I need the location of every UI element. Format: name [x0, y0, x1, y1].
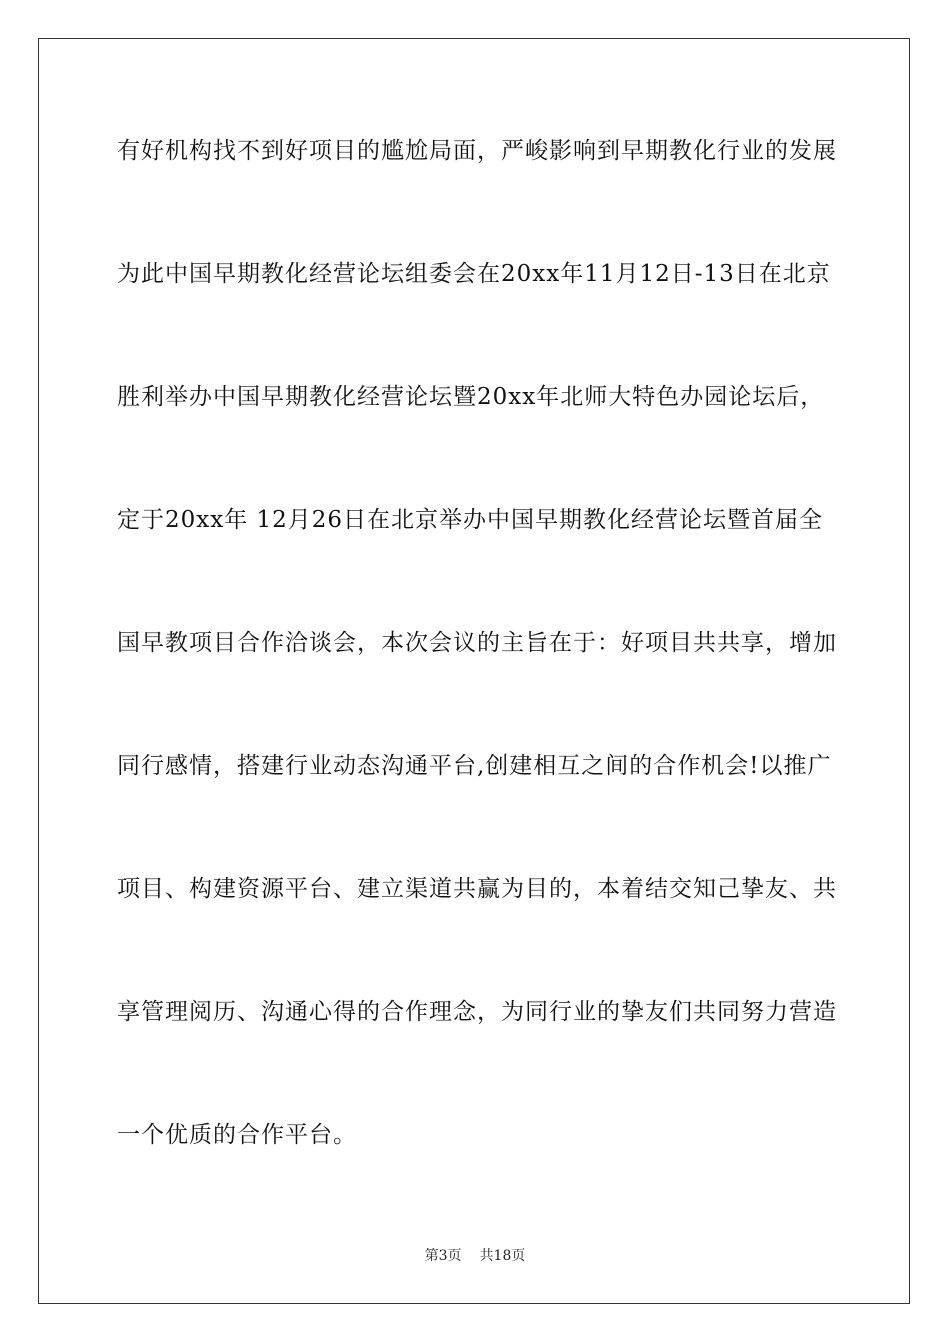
body-text-line: 胜利举办中国早期教化经营论坛暨20xx年北师大特色办园论坛后， — [117, 384, 825, 410]
body-text-line: 享管理阅历、沟通心得的合作理念，为同行业的挚友们共同努力营造 — [117, 999, 837, 1025]
page-border — [38, 38, 910, 1304]
body-text-line: 一个优质的合作平台。 — [117, 1122, 357, 1148]
body-text-line: 为此中国早期教化经营论坛组委会在20xx年11月12日-13日在北京 — [117, 261, 831, 287]
page-number-current: 第3页 — [424, 1248, 462, 1264]
body-text-line: 同行感情，搭建行业动态沟通平台,创建相互之间的合作机会!以推广 — [117, 753, 832, 779]
body-text-line: 国早教项目合作洽谈会，本次会议的主旨在于：好项目共共享，增加 — [117, 630, 837, 656]
page-number-total: 共18页 — [479, 1248, 526, 1264]
page-footer — [0, 1247, 950, 1265]
body-text-line: 定于20xx年 12月26日在北京举办中国早期教化经营论坛暨首届全 — [117, 507, 824, 533]
body-text-line: 有好机构找不到好项目的尴尬局面，严峻影响到早期教化行业的发展 — [117, 138, 837, 164]
body-text-line: 项目、构建资源平台、建立渠道共赢为目的，本着结交知己挚友、共 — [117, 876, 837, 902]
